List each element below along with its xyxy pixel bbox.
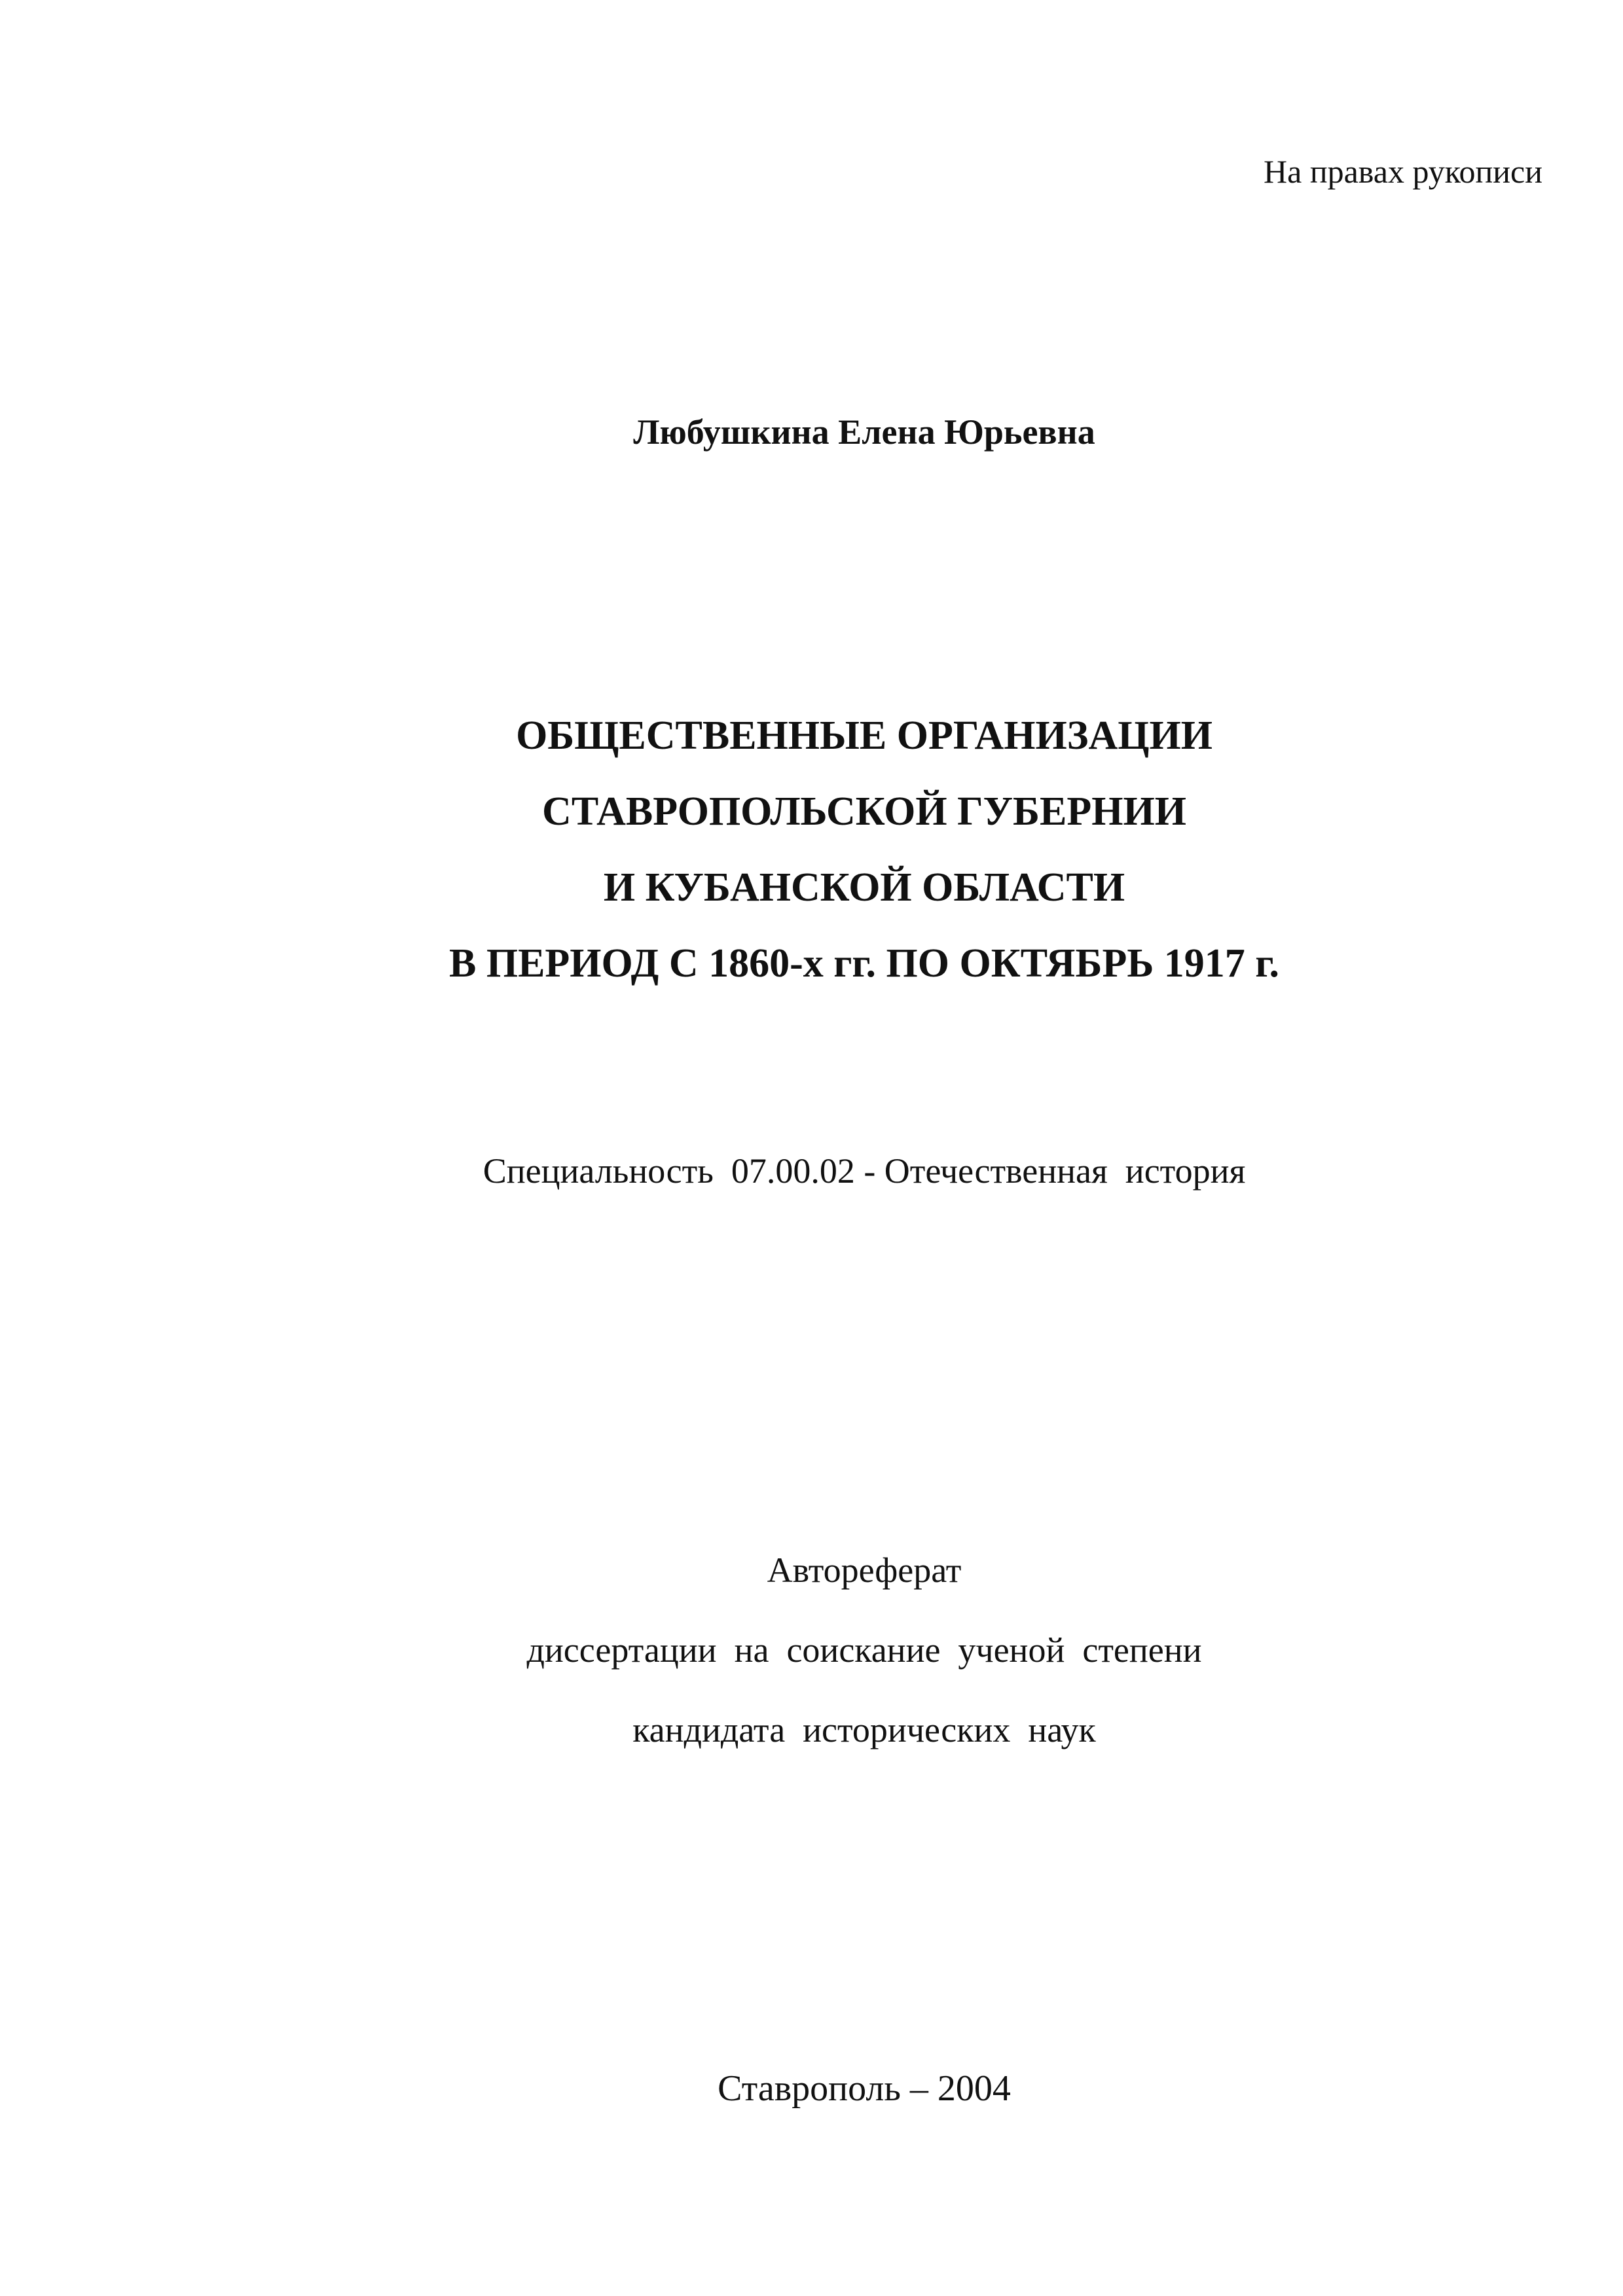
dissertation-title [0, 698, 1623, 1001]
rights-note: На правах рукописи [1264, 153, 1542, 190]
author-name: Любушкина Елена Юрьевна [633, 412, 1095, 452]
title-line: И КУБАНСКОЙ ОБЛАСТИ [603, 865, 1125, 910]
abstract-line: диссертации на соискание ученой степени [526, 1630, 1202, 1670]
title-line: СТАВРОПОЛЬСКОЙ ГУБЕРНИИ [542, 789, 1186, 834]
abstract-line: кандидата исторических наук [632, 1710, 1096, 1749]
abstract-block [0, 1530, 1623, 1770]
abstract-heading: Автореферат [767, 1551, 962, 1590]
city-year: Ставрополь – 2004 [718, 2068, 1011, 2109]
title-line: В ПЕРИОД С 1860-х гг. ПО ОКТЯБРЬ 1917 г. [449, 941, 1279, 986]
title-line: ОБЩЕСТВЕННЫЕ ОРГАНИЗАЦИИ [516, 713, 1213, 758]
specialty-line: Специальность 07.00.02 - Отечественная история [483, 1151, 1246, 1191]
